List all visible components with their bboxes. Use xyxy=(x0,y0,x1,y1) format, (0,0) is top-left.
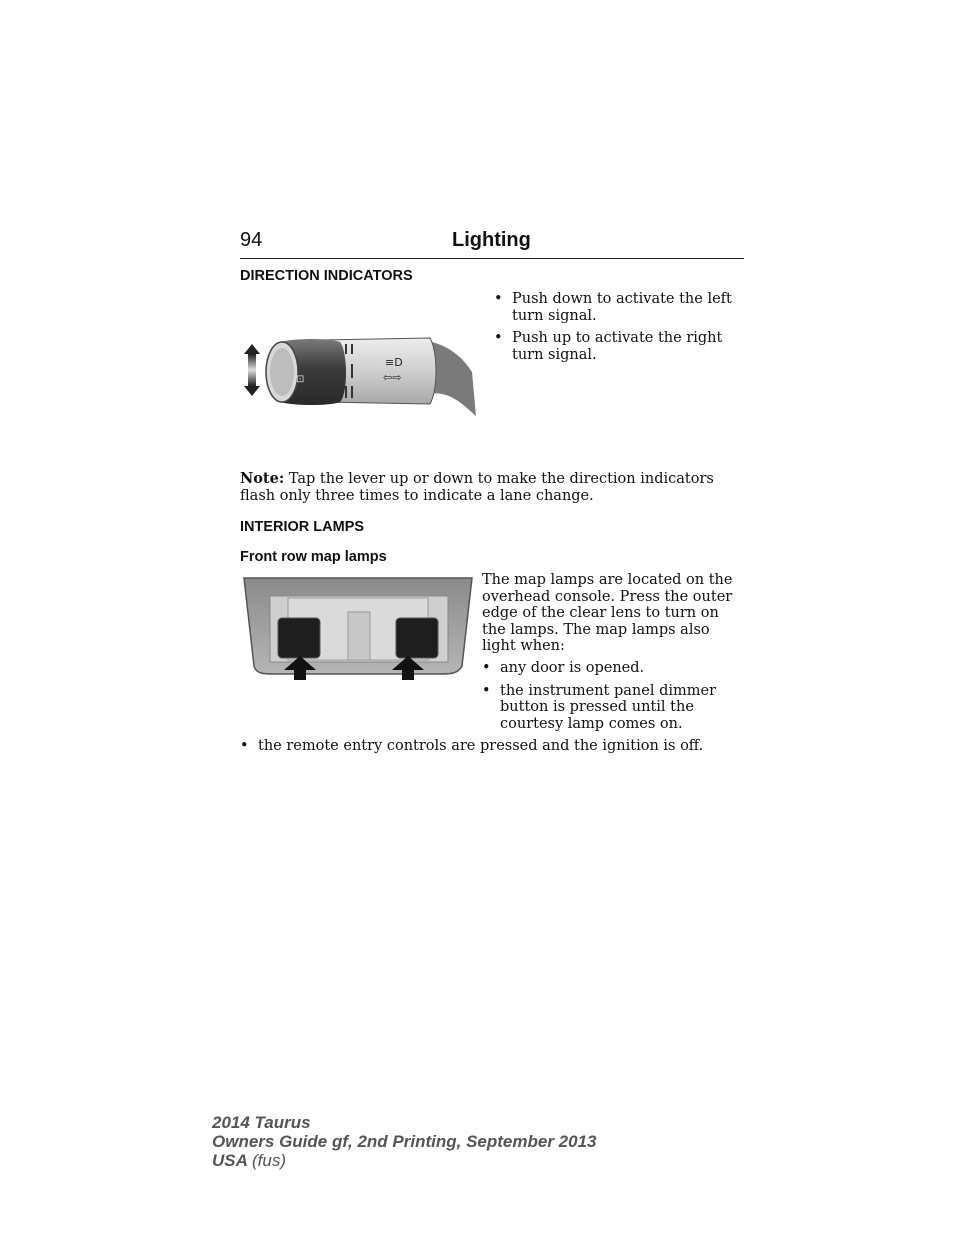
footer-model: 2014 Taurus xyxy=(212,1113,311,1132)
list-item: • the instrument panel dimmer button is pressed until the courtesy lamp comes on. xyxy=(482,682,716,732)
rear-wiper-icon: ⊡ xyxy=(296,374,305,385)
direction-bullets xyxy=(494,291,746,369)
page-title: Lighting xyxy=(452,229,531,251)
list-item: • Push down to activate the left turn signal. xyxy=(494,291,732,324)
turn-arrows-icon: ⇦⇨ xyxy=(383,371,402,384)
note-label: Note: xyxy=(240,470,285,487)
map-lamp-bullets xyxy=(482,660,744,738)
front-row-map-lamps-heading: Front row map lamps xyxy=(240,549,387,565)
direction-indicators-heading: DIRECTION INDICATORS xyxy=(240,268,413,284)
map-lamp-bullets-continued xyxy=(240,738,746,761)
list-item: • Push up to activate the right turn signal. xyxy=(494,330,723,363)
header-rule xyxy=(240,258,744,259)
footer-market: USA (fus) xyxy=(212,1151,286,1170)
list-item: • the remote entry controls are pressed and the ignition is off. xyxy=(240,738,704,754)
note-paragraph xyxy=(240,471,746,504)
map-lamps-illustration xyxy=(240,574,476,682)
footer xyxy=(212,1113,596,1170)
left-map-lamp xyxy=(278,618,320,658)
turn-signal-lever-illustration xyxy=(240,334,476,418)
list-item: • any door is opened. xyxy=(482,660,645,676)
up-down-arrow-icon xyxy=(244,344,260,396)
right-map-lamp xyxy=(396,618,438,658)
note-text: Tap the lever up or down to make the direction indicators flash only three times to indicate a lane change. xyxy=(240,471,714,504)
map-lamps-intro: The map lamps are located on the overhead console. Press the outer edge of the clear lens to turn on the lamps. The map lamps also light when: xyxy=(482,572,733,654)
high-beam-icon: ≡D xyxy=(385,356,403,369)
footer-edition: Owners Guide gf, 2nd Printing, September 2013 xyxy=(212,1132,597,1151)
interior-lamps-heading: INTERIOR LAMPS xyxy=(240,519,365,535)
page-number: 94 xyxy=(240,229,263,251)
